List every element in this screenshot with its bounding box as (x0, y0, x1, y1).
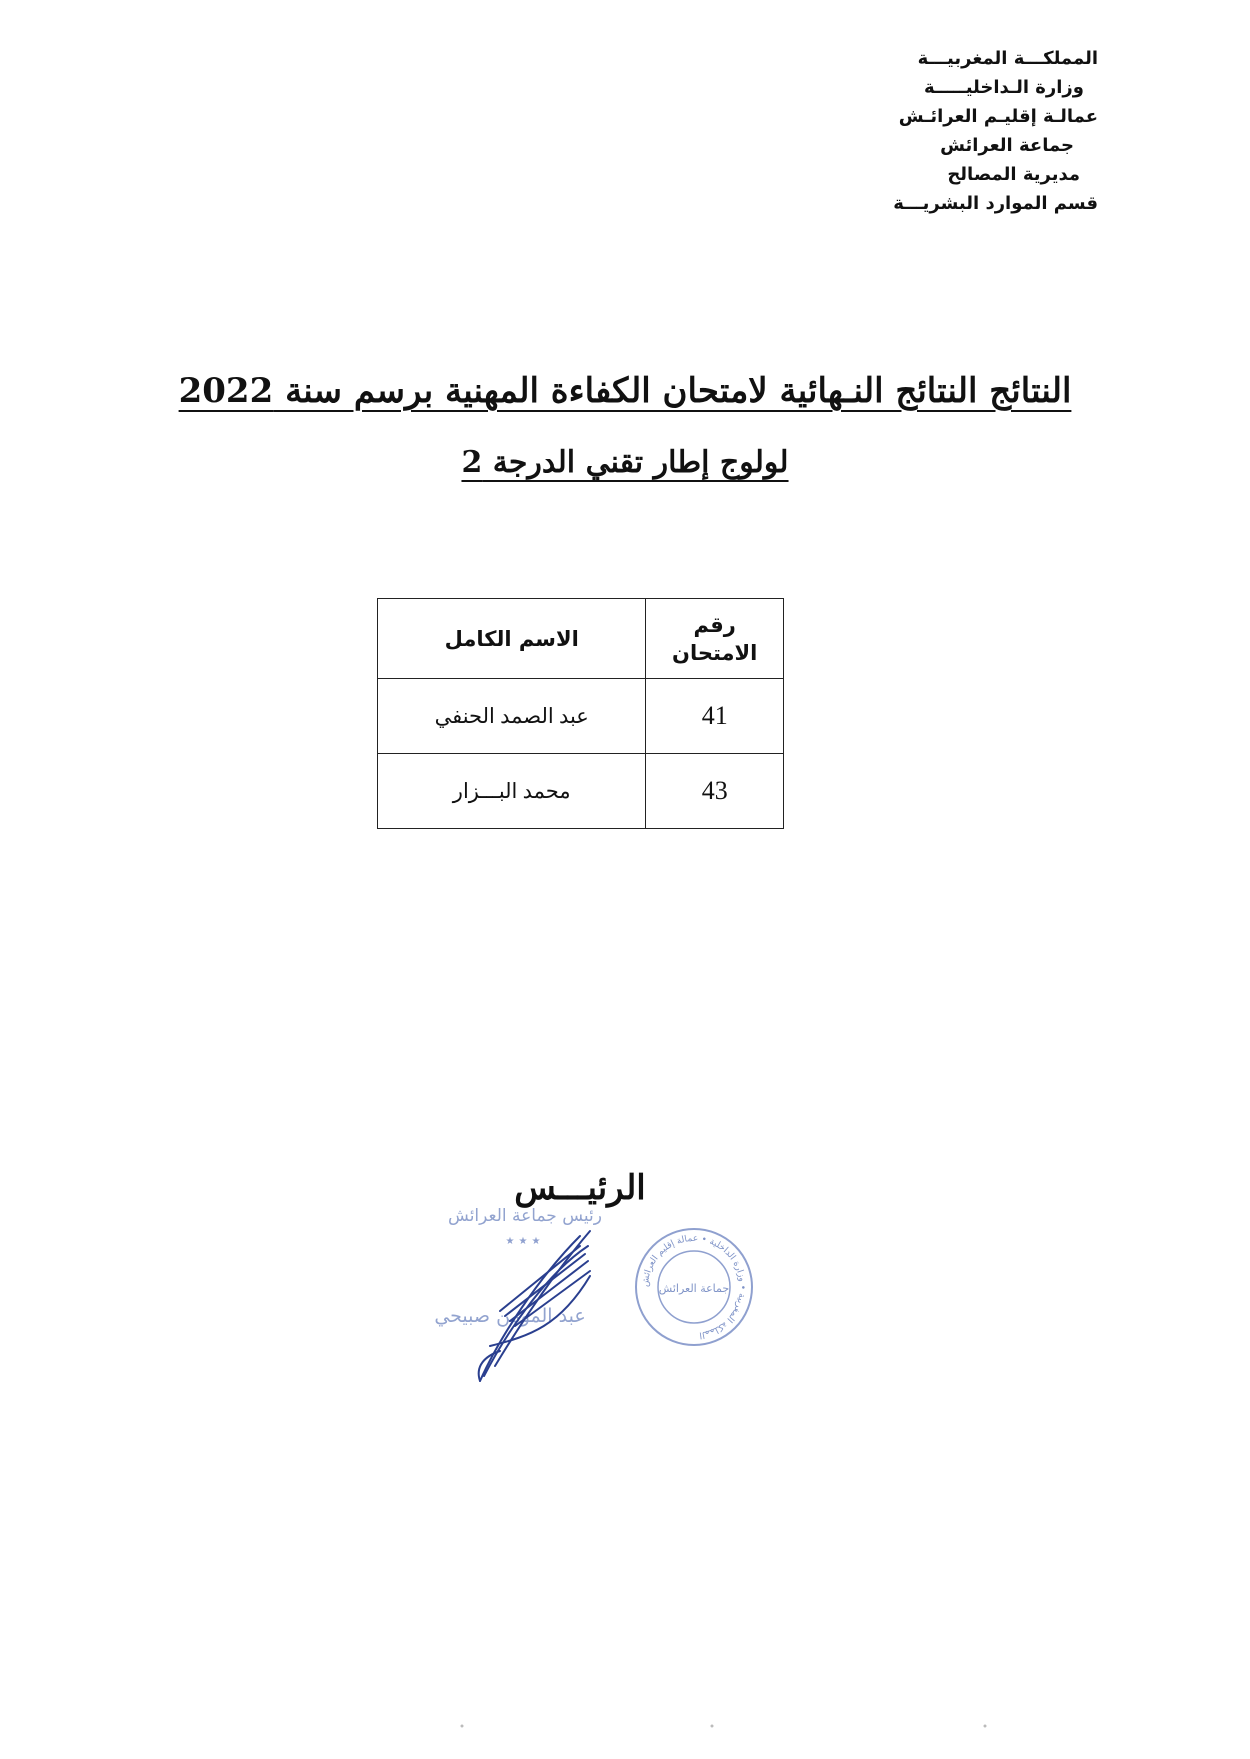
letterhead-directorate: مديرية المصالح (947, 164, 1080, 185)
president-title: الرئيـــس (514, 1168, 646, 1208)
letterhead-prefecture: عمالـة إقليـم العرائـش (898, 106, 1098, 127)
letterhead-commune: جماعة العرائش (940, 135, 1074, 156)
table-header-row (378, 599, 784, 679)
header-exam-number: رقم الامتحان (646, 599, 784, 679)
results-table (377, 598, 784, 829)
stamp-stars-decoration: ★★★ (505, 1236, 545, 1247)
document-subtitle (0, 440, 1250, 486)
cell-exam-number: 41 (646, 679, 784, 754)
round-stamp-center-text: جماعة العرائش (658, 1282, 730, 1295)
letterhead-kingdom: المملكـــة المغربيـــة (917, 48, 1098, 69)
letterhead-ministry: وزارة الـداخليـــــة (924, 77, 1084, 98)
stamp-name-line: عبد المومن صبيحي (434, 1305, 586, 1327)
letterhead (738, 44, 1098, 218)
table-row (378, 679, 784, 754)
scan-specks (0, 1718, 1250, 1738)
handwritten-signature (470, 1216, 600, 1386)
table-row (378, 754, 784, 829)
document-subtitle-text: لولوج إطار تقني الدرجة 2 (461, 445, 789, 480)
round-stamp-ring-text: المملكة المغربية • وزارة الداخلية • عمالة إقليم العرائش (640, 1233, 748, 1340)
document-title (0, 368, 1250, 414)
cell-full-name: محمد البـــزار (378, 754, 646, 829)
document-title-text: النتائج النتائج النـهائية لامتحان الكفاءة المهنية برسم سنة 2022 (178, 371, 1072, 411)
cell-full-name: عبد الصمد الحنفي (378, 679, 646, 754)
header-full-name: الاسم الكامل (378, 599, 646, 679)
round-stamp-seal (633, 1226, 755, 1348)
stamp-title-line: رئيس جماعة العرائش (448, 1206, 602, 1226)
letterhead-department: قسم الموارد البشريـــة (893, 193, 1098, 214)
cell-exam-number: 43 (646, 754, 784, 829)
